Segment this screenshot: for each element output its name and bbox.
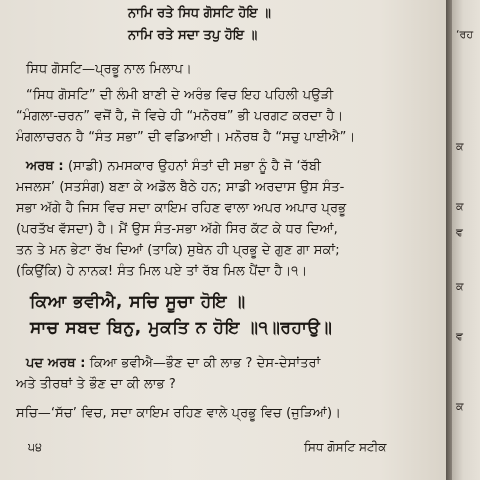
pad-arth-line-2: ਅਤੇ ਤੀਰਥਾਂ ਤੇ ਭੌਣ ਦਾ ਕੀ ਲਾਭ ? xyxy=(16,377,176,392)
arth-line-5: ਤਨ ਤੇ ਮਨ ਭੇਟਾ ਰੱਖ ਦਿਆਂ (ਤਾਕਿ) ਸੁਥੇਨ ਹੀ ਪ੍ਰਭੂ ਦੇ ਗੁਣ ਗਾ ਸਕਾਂ; xyxy=(16,243,340,258)
right-page-fragment-5: ਵ xyxy=(456,330,463,343)
arth-line-3: ਸਭਾ ਅੱਗੇ ਹੈ ਜਿਸ ਵਿਚ ਸਦਾ ਕਾਇਮ ਰਹਿਣ ਵਾਲਾ ਅਪਰ ਅਪਾਰ ਪ੍ਰਭੂ xyxy=(16,201,347,216)
header-line-1: ਨਾਮਿ ਰਤੇ ਸਿਧ ਗੋਸਟਿ ਹੋਇ ॥ xyxy=(128,6,271,21)
header-line-2: ਨਾਮਿ ਰਤੇ ਸਦਾ ਤਪੁ ਹੋਇ ॥ xyxy=(128,28,258,43)
right-page-fragment-top: ‘ਰਹ xyxy=(456,28,474,41)
para1-line-2: “ਮੰਗਲਾ-ਚਰਨ” ਵਜੋਂ ਹੈ, ਜੋ ਵਿਚੇ ਹੀ “ਮਨੋਰਥ” ਭੀ ਪਰਗਟ ਕਰਦਾ ਹੈ। xyxy=(16,109,344,124)
right-page-fragment-1: ਕ xyxy=(456,140,464,153)
arth-line-2: ਮਜਲਸ’ (ਸਤਸੰਗ) ਬਣਾ ਕੇ ਅਡੋਲ ਬੈਠੇ ਹਨ; ਸਾਡੀ ਅਰਦਾਸ ਉਸ ਸੰਤ- xyxy=(16,180,345,195)
right-page-fragment-2: ਕ xyxy=(456,200,464,213)
arth-line-6: (ਕਿਉਂਕਿ) ਹੇ ਨਾਨਕ! ਸੰਤ ਮਿਲ ਪਏ ਤਾਂ ਰੱਬ ਮਿਲ ਪੈਂਦਾ ਹੈ।੧। xyxy=(16,264,308,279)
arth-label: ਅਰਥ : xyxy=(26,159,64,174)
para1-line-1: “ਸਿਧ ਗੋਸਟਿ” ਦੀ ਲੰਮੀ ਬਾਣੀ ਦੇ ਅਰੰਭ ਵਿਚ ਇਹ ਪਹਿਲੀ ਪਉੜੀ xyxy=(26,88,334,103)
page-number: ੫੪ xyxy=(28,440,42,454)
para1-line-3: ਮੰਗਲਾਚਰਨ ਹੈ “ਸੰਤ ਸਭਾ” ਦੀ ਵਡਿਆਈ। ਮਨੋਰਥ ਹੈ “ਸਚੁ ਪਾਈਐ”। xyxy=(16,130,356,145)
verse-line-2: ਸਾਚ ਸਬਦ ਬਿਨੁ, ਮੁਕਤਿ ਨ ਹੋਇ ॥੧॥ਰਹਾਉ॥ xyxy=(30,318,333,338)
arth-text-first: (ਸਾਡੀ) ਨਮਸਕਾਰ ਉਹਨਾਂ ਸੰਤਾਂ ਦੀ ਸਭਾ ਨੂੰ ਹੈ ਜੋ ‘ਰੱਬੀ xyxy=(63,159,322,174)
right-page-fragment-3: ਵ xyxy=(456,226,463,239)
section-title: ਸਿਧ ਗੋਸਟਿ—ਪ੍ਰਭੂ ਨਾਲ ਮਿਲਾਪ। xyxy=(26,62,192,77)
right-page-fragment-4: ਕ xyxy=(456,280,464,293)
pad-arth-text-first: ਕਿਆ ਭਵੀਐ—ਭੌਣ ਦਾ ਕੀ ਲਾਭ ? ਦੇਸ-ਦੇਸਾਂਤਰਾਂ xyxy=(85,356,321,371)
book-page-right-edge xyxy=(452,0,480,480)
pad-arth-label: ਪਦ ਅਰਥ : xyxy=(26,356,86,371)
arth-line-1 xyxy=(26,159,321,174)
pad-arth-line-1 xyxy=(26,356,320,371)
arth-line-4: (ਪਰਤੱਖ ਵੱਸਦਾ) ਹੈ। ਮੈਂ ਉਸ ਸੰਤ-ਸਭਾ ਅੱਗੇ ਸਿਰ ਕੱਟ ਕੇ ਧਰ ਦਿਆਂ, xyxy=(16,222,338,237)
pad-arth-line-3: ਸਚਿ—‘ਸੱਚ’ ਵਿਚ, ਸਦਾ ਕਾਇਮ ਰਹਿਣ ਵਾਲੇ ਪ੍ਰਭੂ ਵਿਚ (ਜੁੜਿਆਂ)। xyxy=(16,406,341,421)
right-page-fragment-6: ਕ xyxy=(456,400,464,413)
book-title-footer: ਸਿਧ ਗੋਸਟਿ ਸਟੀਕ xyxy=(304,440,387,454)
verse-line-1: ਕਿਆ ਭਵੀਐ, ਸਚਿ ਸੂਚਾ ਹੋਇ ॥ xyxy=(30,292,246,312)
